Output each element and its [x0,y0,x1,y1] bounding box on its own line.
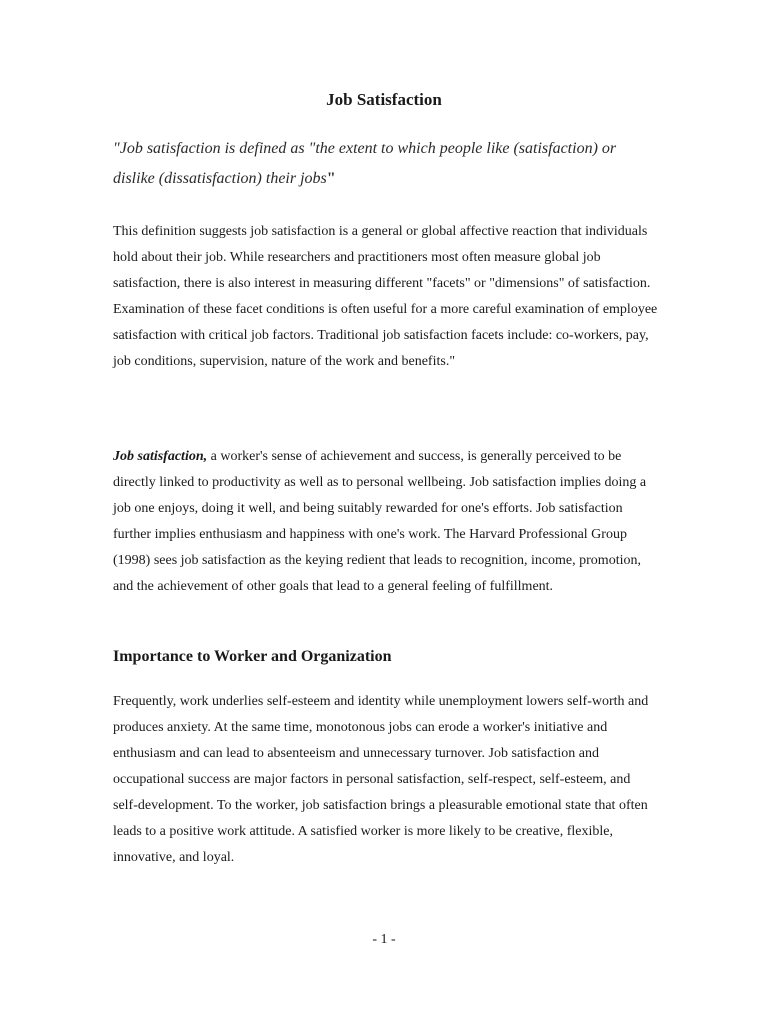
paragraph-definition: This definition suggests job satisfaction is a general or global affective reaction that individuals hold about their job. While researchers and practitioners most often measure global job satisfaction, there is also interest in measuring different "facets" or "dimensions" of satisfaction. Examination of these facet conditions is often useful for a more careful examination of employee satisfaction with critical job factors. Traditional job satisfaction facets include: co-workers, pay, job conditions, supervision, nature of the work and benefits." [113,224,658,369]
page-number: - 1 - [372,932,396,947]
paragraph-importance: Frequently, work underlies self-esteem and identity while unemployment lowers self-worth and produces anxiety. At the same time, monotonous jobs can erode a worker's initiative and enthusiasm and can lead to absenteeism and unnecessary turnover. Job satisfaction and occupational success are major factors in personal satisfaction, self-respect, self-esteem, and self-development. To the worker, job satisfaction brings a pleasurable emotional state that often leads to a positive work attitude. A satisfied worker is more likely to be creative, flexible, innovative, and loyal. [113,694,649,865]
definition-quote [113,134,658,194]
quote-text: "Job satisfaction is defined as "the extent to which people like (satisfaction) or dislike (dissatisfaction) their jobs [113,140,617,187]
document-title: Job Satisfaction [326,90,442,109]
section-heading: Importance to Worker and Organization [113,648,392,665]
quote-closing-mark: " [326,170,336,187]
paragraph-body: a worker's sense of achievement and success, is generally perceived to be directly linked to productivity as well as to personal wellbeing. Job satisfaction implies doing a job one enjoys, doing it well, and being suitably rewarded for one's efforts. Job satisfaction further implies enthusiasm and happiness with one's work. The Harvard Professional Group (1998) sees job satisfaction as the keying redient that leads to recognition, income, promotion, and the achievement of other goals that lead to a general feeling of fulfillment. [113,449,647,594]
paragraph-lead-term: Job satisfaction, [113,449,208,464]
paragraph-job-satisfaction [113,444,658,600]
